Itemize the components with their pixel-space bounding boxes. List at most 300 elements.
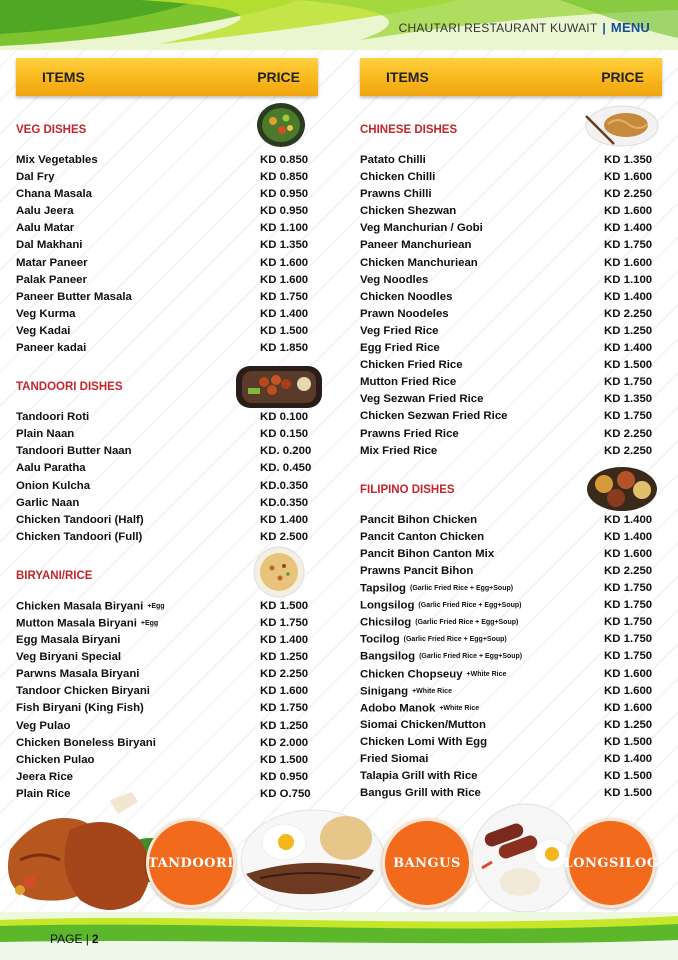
- menu-item-price: KD 1.750: [260, 616, 309, 629]
- menu-item-name: [360, 443, 437, 460]
- section-title: FILIPINO DISHES: [360, 483, 455, 496]
- menu-item-row: [360, 700, 662, 717]
- menu-item-row: [16, 512, 318, 529]
- menu-item-price: KD 1.750: [604, 239, 653, 252]
- menu-item-name: [360, 289, 452, 306]
- menu-item-title: Aalu Matar: [16, 222, 75, 235]
- menu-item-price: KD 1.600: [260, 273, 309, 286]
- menu-item-row: [16, 683, 318, 700]
- menu-item-title: Chicken Noodles: [360, 290, 453, 303]
- menu-item-name: [16, 203, 74, 220]
- menu-item-name: [360, 512, 477, 529]
- menu-item-title: Parwns Masala Biryani: [16, 668, 140, 681]
- menu-item-price: KD 1.250: [260, 719, 309, 732]
- menu-item-name: [16, 306, 76, 323]
- bangus-dish-image: [240, 808, 386, 912]
- menu-item-row: [16, 769, 318, 786]
- menu-item-price: KD 1.500: [604, 359, 653, 372]
- menu-item-row: [16, 340, 318, 357]
- menu-item-name: [16, 683, 150, 700]
- menu-item-price: KD 1.250: [260, 651, 309, 664]
- menu-item-row: [360, 391, 662, 408]
- menu-item-price: KD 1.400: [260, 307, 309, 320]
- menu-item-price: KD 1.100: [260, 222, 309, 235]
- page-number-value: 2: [91, 932, 99, 946]
- menu-item-price: KD 1.400: [604, 342, 653, 355]
- menu-item-price: KD 0.850: [260, 154, 309, 166]
- menu-item-name: [16, 289, 132, 306]
- menu-item-name: [16, 495, 79, 512]
- menu-item-name: [16, 237, 82, 254]
- left-column-header: [16, 58, 318, 96]
- restaurant-name: CHAUTARI RESTAURANT KUWAIT: [398, 21, 598, 35]
- menu-item-price: KD 1.400: [260, 634, 309, 647]
- menu-item-name: [360, 734, 487, 751]
- menu-item-title: Veg Kurma: [16, 307, 76, 320]
- bangus-badge: BANGUS: [382, 818, 472, 908]
- menu-item-name: [360, 323, 439, 340]
- menu-item-row: [360, 237, 662, 254]
- menu-item-price: KD 1.850: [260, 342, 309, 355]
- menu-item-name: [16, 409, 89, 426]
- menu-item-name: [360, 169, 435, 186]
- chinese-dish-image: [584, 104, 660, 148]
- menu-item-name: [360, 374, 456, 391]
- menu-item-row: [16, 529, 318, 546]
- menu-item-row: [360, 186, 662, 203]
- section-title: CHINESE DISHES: [360, 124, 458, 136]
- menu-item-note: +White Rice: [466, 670, 507, 678]
- menu-item-price: KD 2.500: [260, 530, 309, 543]
- price-heading: PRICE: [257, 69, 300, 85]
- menu-item-title: Palak Paneer: [16, 273, 87, 286]
- menu-item-title: Pancit Canton Chicken: [360, 530, 485, 543]
- menu-item-price: KD O.750: [260, 787, 311, 800]
- menu-item-price: KD 1.600: [604, 667, 653, 680]
- menu-item-title: Chicken Fried Rice: [360, 359, 463, 372]
- menu-item-name: [360, 580, 513, 597]
- menu-item-row: [16, 255, 318, 272]
- menu-item-price: KD 1.600: [604, 547, 653, 560]
- menu-item-title: Chicken Chilli: [360, 171, 436, 184]
- menu-item-row: [360, 631, 662, 648]
- menu-item-price: KD 1.400: [604, 290, 653, 303]
- menu-item-price: KD 1.500: [604, 787, 653, 800]
- menu-item-title: Tandoori Butter Naan: [16, 445, 132, 458]
- menu-item-row: [16, 323, 318, 340]
- page-header: [399, 20, 650, 35]
- tandoori-dish-image: [234, 360, 324, 412]
- menu-item-row: [360, 323, 662, 340]
- menu-item-name: [360, 220, 483, 237]
- menu-item-row: [16, 426, 318, 443]
- menu-item-row: [360, 768, 662, 785]
- veg-dish-image: [256, 102, 306, 148]
- menu-item-name: [360, 357, 463, 374]
- menu-item-row: [360, 683, 662, 700]
- menu-item-title: Chana Masala: [16, 188, 92, 201]
- menu-item-row: [360, 666, 662, 683]
- menu-item-title: Aalu Paratha: [16, 462, 86, 475]
- menu-item-row: [360, 408, 662, 425]
- menu-item-row: [16, 169, 318, 186]
- menu-item-price: KD 1.400: [604, 222, 653, 235]
- section-title: BIRYANI/RICE: [16, 569, 93, 582]
- menu-item-name: [360, 631, 507, 648]
- menu-item-title: Bangus Grill with Rice: [360, 787, 481, 800]
- menu-item-price: KD 1.600: [604, 205, 653, 218]
- menu-item-price: KD 2.250: [260, 668, 309, 681]
- menu-item-name: [360, 597, 522, 614]
- menu-item-note: (Garlic Fried Rice + Egg+Soup): [419, 653, 523, 661]
- menu-item-price: KD 1.750: [604, 599, 653, 612]
- menu-item-row: [16, 752, 318, 769]
- menu-item-title: Chicken Pulao: [16, 753, 95, 766]
- right-sections: [360, 122, 662, 802]
- menu-item-title: Paneer Butter Masala: [16, 290, 132, 303]
- menu-item-price: KD 2.250: [604, 444, 653, 457]
- menu-item-row: [360, 272, 662, 289]
- menu-item-price: KD 1.400: [604, 530, 653, 543]
- menu-item-name: [16, 769, 73, 786]
- menu-item-name: [16, 512, 144, 529]
- menu-item-row: [16, 632, 318, 649]
- menu-item-row: [360, 255, 662, 272]
- longsilog-badge: LONGSILOG: [566, 818, 656, 908]
- menu-item-title: Veg Sezwan Fried Rice: [360, 393, 484, 406]
- menu-item-price: KD 1.400: [604, 753, 653, 765]
- menu-item-name: [360, 700, 479, 717]
- menu-item-name: [360, 648, 522, 665]
- menu-item-row: [360, 374, 662, 391]
- items-heading: ITEMS: [42, 69, 85, 85]
- menu-item-price: KD 2.250: [604, 564, 653, 577]
- menu-item-title: Talapia Grill with Rice: [360, 770, 478, 783]
- menu-item-price: KD 1.750: [260, 702, 309, 715]
- menu-item-title: Chicken Masala Biryani: [16, 600, 144, 613]
- menu-item-price: KD 1.500: [260, 324, 309, 337]
- menu-item-price: KD 1.750: [604, 650, 653, 663]
- menu-item-row: [360, 306, 662, 323]
- menu-item-note: (Garlic Fried Rice + Egg+Soup): [418, 602, 522, 610]
- menu-item-price: KD 1.350: [604, 393, 653, 406]
- menu-item-name: [360, 203, 456, 220]
- menu-item-price: KD 0.850: [260, 171, 309, 184]
- menu-item-row: [360, 443, 662, 460]
- menu-item-note: +Egg: [140, 619, 159, 627]
- menu-item-title: Chicken Chopseuy: [360, 668, 463, 681]
- section-title: VEG DISHES: [16, 124, 87, 136]
- menu-item-title: Fried Siomai: [360, 753, 429, 765]
- menu-item-row: [16, 186, 318, 203]
- menu-item-title: Egg Masala Biryani: [16, 634, 121, 647]
- menu-item-title: Garlic Naan: [16, 496, 80, 509]
- menu-item-name: [360, 751, 428, 768]
- menu-label: MENU: [610, 20, 650, 35]
- menu-item-price: KD 0.950: [260, 770, 309, 783]
- menu-item-row: [360, 734, 662, 751]
- menu-item-title: Veg Manchurian / Gobi: [360, 222, 483, 235]
- menu-item-row: [360, 340, 662, 357]
- menu-item-title: Tandoor Chicken Biryani: [16, 685, 150, 698]
- menu-item-title: Chicken Lomi With Egg: [360, 735, 488, 748]
- menu-item-name: [360, 340, 440, 357]
- page-number: [50, 932, 99, 946]
- menu-item-title: Veg Kadai: [16, 324, 71, 337]
- menu-item-price: KD 2.250: [604, 307, 653, 320]
- menu-item-name: [16, 186, 92, 203]
- menu-item-price: KD 1.500: [260, 753, 309, 766]
- menu-item-name: [360, 717, 486, 734]
- menu-item-title: Prawns Chilli: [360, 188, 432, 201]
- biryani-dish-image: [252, 546, 306, 598]
- menu-item-row: [360, 546, 662, 563]
- menu-item-row: [360, 426, 662, 443]
- menu-item-price: KD 1.750: [604, 376, 653, 389]
- menu-item-note: (Garlic Fried Rice + Egg+Soup): [403, 636, 507, 644]
- menu-item-title: Plain Naan: [16, 428, 75, 441]
- menu-item-name: [360, 683, 452, 700]
- menu-item-row: [360, 152, 662, 169]
- menu-item-row: [360, 785, 662, 802]
- menu-item-title: Veg Fried Rice: [360, 324, 439, 337]
- menu-item-name: [16, 666, 139, 683]
- menu-item-row: [16, 735, 318, 752]
- menu-item-name: [16, 718, 70, 735]
- menu-item-price: KD 1.600: [260, 256, 309, 269]
- menu-item-price: KD 0.100: [260, 411, 309, 424]
- menu-item-title: Aalu Jeera: [16, 205, 74, 218]
- menu-item-name: [360, 614, 518, 631]
- menu-item-title: Chicken Tandoori (Half): [16, 513, 144, 526]
- menu-item-title: Veg Biryani Special: [16, 651, 122, 664]
- menu-item-row: [360, 203, 662, 220]
- menu-item-name: [16, 632, 120, 649]
- menu-item-row: [360, 289, 662, 306]
- menu-item-row: [360, 614, 662, 631]
- menu-item-name: [16, 615, 158, 632]
- menu-item-price: KD 1.400: [604, 513, 653, 526]
- menu-item-price: KD 1.600: [604, 701, 653, 714]
- menu-item-row: [16, 220, 318, 237]
- menu-item-name: [360, 152, 426, 169]
- menu-item-title: Chicken Boneless Biryani: [16, 736, 156, 749]
- menu-item-row: [16, 666, 318, 683]
- menu-item-price: KD 1.750: [604, 633, 653, 646]
- menu-item-price: KD 1.600: [604, 171, 653, 184]
- menu-item-title: Prawns Fried Rice: [360, 427, 459, 440]
- menu-item-title: Adobo Manok: [360, 702, 436, 715]
- menu-item-row: [360, 529, 662, 546]
- menu-item-title: Mutton Fried Rice: [360, 376, 457, 389]
- menu-item-row: [16, 495, 318, 512]
- menu-item-price: KD. 0.450: [260, 462, 312, 475]
- menu-item-title: Plain Rice: [16, 787, 71, 800]
- menu-item-name: [360, 408, 508, 425]
- menu-item-row: [360, 751, 662, 768]
- menu-item-name: [16, 323, 70, 340]
- menu-item-title: Dal Makhani: [16, 239, 83, 252]
- menu-item-title: Prawns Pancit Bihon: [360, 564, 474, 577]
- right-menu-column: [360, 58, 662, 802]
- menu-item-row: [360, 580, 662, 597]
- menu-item-row: [360, 563, 662, 580]
- menu-item-title: Chicken Manchuriean: [360, 256, 478, 269]
- menu-item-name: [360, 306, 449, 323]
- menu-item-price: KD 1.250: [604, 324, 653, 337]
- menu-item-price: KD.0.350: [260, 479, 309, 492]
- menu-item-row: [16, 152, 318, 169]
- menu-item-price: KD 1.750: [604, 582, 653, 595]
- menu-item-name: [360, 426, 459, 443]
- menu-item-title: Chicken Shezwan: [360, 205, 457, 218]
- menu-item-price: KD 0.150: [260, 428, 309, 441]
- menu-item-title: Matar Paneer: [16, 256, 88, 269]
- menu-item-title: Chicsilog: [360, 616, 412, 629]
- menu-item-price: KD 1.500: [260, 599, 309, 612]
- menu-item-price: KD 1.600: [260, 685, 309, 698]
- menu-item-note: (Garlic Fried Rice + Egg+Soup): [415, 619, 519, 627]
- price-heading: PRICE: [601, 69, 644, 85]
- menu-item-row: [16, 649, 318, 666]
- menu-item-price: KD 1.750: [604, 616, 653, 629]
- menu-item-row: [360, 648, 662, 665]
- menu-item-title: Dal Fry: [16, 171, 55, 184]
- menu-item-row: [16, 443, 318, 460]
- menu-item-price: KD 1.400: [260, 513, 309, 526]
- menu-item-title: Longsilog: [360, 599, 415, 612]
- menu-item-price: KD 1.600: [604, 256, 653, 269]
- menu-item-title: Fish Biryani (King Fish): [16, 702, 144, 715]
- menu-item-title: Chicken Tandoori (Full): [16, 530, 143, 543]
- menu-item-name: [360, 529, 484, 546]
- menu-item-note: +White Rice: [412, 687, 452, 695]
- menu-item-name: [360, 563, 473, 580]
- menu-item-name: [16, 735, 156, 752]
- menu-item-row: [360, 717, 662, 734]
- menu-item-title: Chicken Sezwan Fried Rice: [360, 410, 508, 423]
- left-menu-column: [16, 58, 318, 803]
- menu-item-price: KD 1.500: [604, 770, 653, 783]
- menu-item-title: Tandoori Roti: [16, 411, 90, 424]
- menu-item-row: [16, 289, 318, 306]
- menu-item-title: Egg Fried Rice: [360, 342, 440, 355]
- menu-item-row: [16, 615, 318, 632]
- menu-item-name: [16, 169, 55, 186]
- filipino-dish-image: [586, 466, 658, 512]
- menu-item-name: [360, 785, 481, 802]
- menu-item-row: [16, 478, 318, 495]
- menu-item-price: KD 0.950: [260, 205, 309, 218]
- menu-item-title: Tocilog: [360, 633, 400, 646]
- menu-item-name: [16, 752, 95, 769]
- right-column-header: [360, 58, 662, 96]
- menu-item-note: (Garlic Fried Rice + Egg+Soup): [410, 585, 514, 593]
- menu-item-row: [360, 512, 662, 529]
- page-label: PAGE |: [50, 932, 89, 946]
- menu-item-name: [360, 237, 471, 254]
- menu-item-price: KD 1.750: [604, 410, 653, 423]
- items-heading: ITEMS: [386, 69, 429, 85]
- menu-item-name: [16, 700, 144, 717]
- menu-item-title: Mutton Masala Biryani: [16, 617, 137, 630]
- menu-item-name: [16, 443, 132, 460]
- menu-item-row: [360, 169, 662, 186]
- menu-item-title: Bangsilog: [360, 651, 416, 663]
- menu-item-name: [16, 598, 165, 615]
- menu-item-row: [16, 598, 318, 615]
- left-sections: [16, 122, 318, 803]
- menu-item-title: Mix Vegetables: [16, 154, 98, 166]
- menu-item-title: Pancit Bihon Canton Mix: [360, 547, 495, 560]
- menu-item-note: +White Rice: [439, 704, 480, 712]
- menu-item-title: Paneer Manchuriean: [360, 239, 472, 252]
- menu-item-note: +Egg: [147, 602, 165, 610]
- menu-item-row: [16, 718, 318, 735]
- menu-item-row: [16, 237, 318, 254]
- menu-item-name: [16, 649, 121, 666]
- menu-item-title: Jeera Rice: [16, 770, 73, 783]
- header-separator: |: [602, 21, 606, 35]
- menu-section: [360, 482, 662, 803]
- menu-item-row: [16, 306, 318, 323]
- tandoori-badge: TANDOORI: [146, 818, 236, 908]
- menu-item-price: KD 1.100: [604, 273, 653, 286]
- menu-item-price: KD.0.350: [260, 496, 309, 509]
- menu-item-row: [360, 220, 662, 237]
- menu-item-name: [360, 666, 506, 683]
- menu-item-name: [16, 255, 88, 272]
- tandoori-chicken-image: [0, 787, 170, 912]
- menu-item-row: [16, 700, 318, 717]
- menu-item-price: KD 2.250: [604, 188, 653, 201]
- menu-item-name: [360, 546, 494, 563]
- menu-item-name: [16, 529, 142, 546]
- menu-item-row: [16, 272, 318, 289]
- menu-section: [16, 568, 318, 803]
- menu-item-name: [16, 220, 74, 237]
- menu-item-name: [16, 478, 90, 495]
- menu-item-title: Paneer kadai: [16, 342, 87, 355]
- bottom-green-band: [0, 912, 678, 960]
- menu-item-price: KD 0.950: [260, 188, 309, 201]
- menu-item-name: [16, 340, 86, 357]
- menu-item-title: Pancit Bihon Chicken: [360, 513, 478, 526]
- menu-item-title: Prawn Noodeles: [360, 307, 449, 320]
- menu-item-title: Tapsilog: [360, 582, 406, 595]
- menu-item-name: [16, 426, 74, 443]
- menu-item-name: [360, 391, 483, 408]
- menu-item-row: [16, 203, 318, 220]
- menu-item-title: Siomai Chicken/Mutton: [360, 718, 486, 731]
- menu-item-title: Mix Fried Rice: [360, 444, 438, 457]
- menu-item-name: [16, 460, 86, 477]
- menu-item-price: KD 2.250: [604, 427, 653, 440]
- menu-item-title: Veg Noodles: [360, 273, 429, 286]
- menu-item-row: [360, 357, 662, 374]
- menu-item-title: Veg Pulao: [16, 719, 71, 732]
- menu-item-name: [16, 152, 98, 169]
- menu-item-price: KD. 0.200: [260, 445, 312, 458]
- menu-item-name: [360, 186, 432, 203]
- menu-item-name: [360, 768, 478, 785]
- menu-item-title: Patato Chilli: [360, 154, 426, 166]
- menu-section: [16, 122, 318, 357]
- menu-item-title: Onion Kulcha: [16, 479, 91, 492]
- menu-item-price: KD 1.750: [260, 290, 309, 303]
- menu-item-price: KD 1.500: [604, 735, 653, 748]
- menu-item-price: KD 1.600: [604, 684, 653, 697]
